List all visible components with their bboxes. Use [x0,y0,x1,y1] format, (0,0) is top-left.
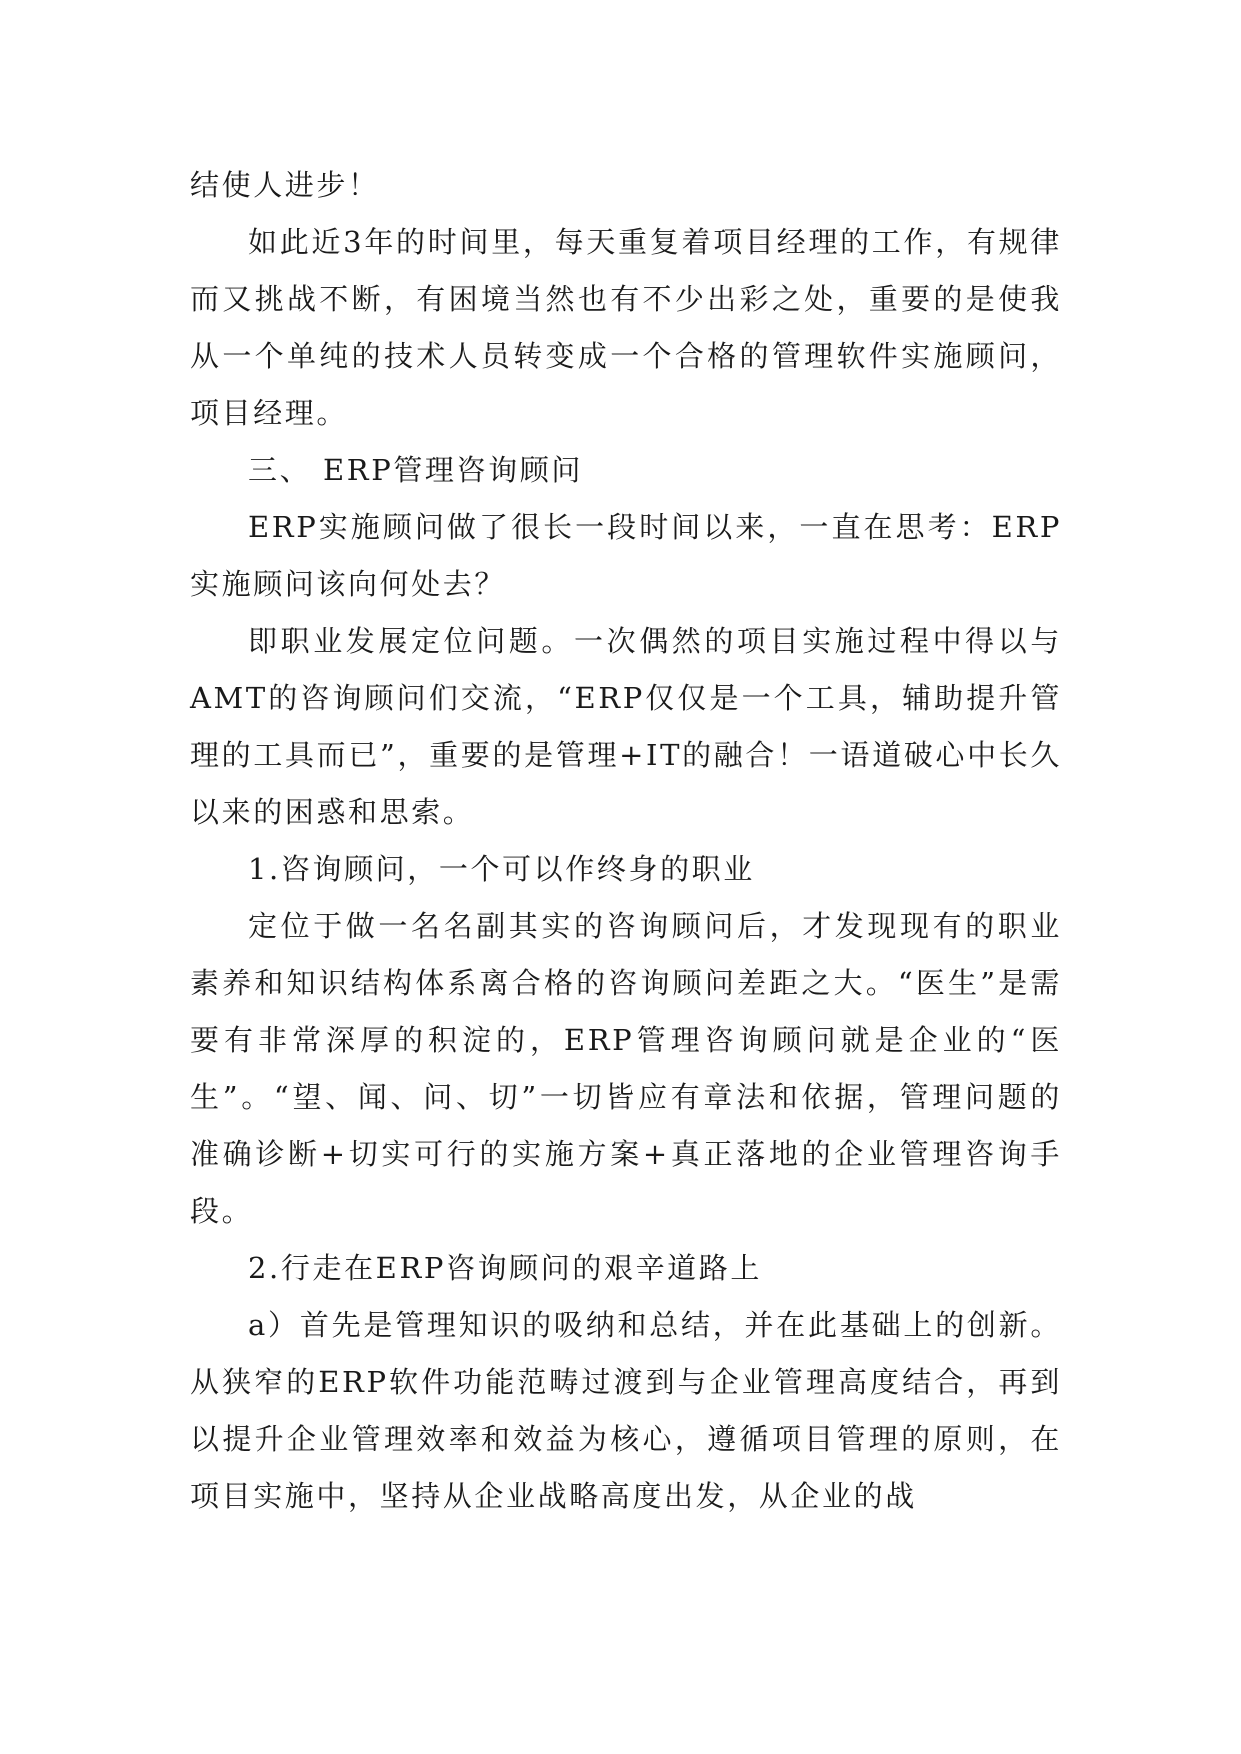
paragraph: a）首先是管理知识的吸纳和总结，并在此基础上的创新。从狭窄的ERP软件功能范畴过渡到与企业管理高度结合，再到以提升企业管理效率和效益为核心，遵循项目管理的原则，在项目实施中，坚持从企业战略高度出发，从企业的战 [190,1308,1062,1513]
paragraph-continuation: 结使人进步！ [190,168,380,202]
paragraph: 即职业发展定位问题。一次偶然的项目实施过程中得以与AMT的咨询顾问们交流，“ERP仅仅是一个工具，辅助提升管理的工具而已”，重要的是管理+IT的融合！一语道破心中长久以来的困惑和思索。 [190,624,1062,829]
section-heading: 三、 ERP管理咨询顾问 [248,453,583,487]
paragraph: 定位于做一名名副其实的咨询顾问后，才发现现有的职业素养和知识结构体系离合格的咨询顾问差距之大。“医生”是需要有非常深厚的积淀的，ERP管理咨询顾问就是企业的“医生”。“望、闻、问、切”一切皆应有章法和依据，管理问题的准确诊断+切实可行的实施方案+真正落地的企业管理咨询手段。 [190,909,1062,1228]
paragraph: ERP实施顾问做了很长一段时间以来，一直在思考：ERP实施顾问该向何处去？ [190,510,1062,601]
document-body [190,157,1062,1525]
paragraph: 如此近3年的时间里，每天重复着项目经理的工作，有规律而又挑战不断，有困境当然也有不少出彩之处，重要的是使我从一个单纯的技术人员转变成一个合格的管理软件实施顾问，项目经理。 [190,225,1062,430]
subsection-heading: 1.咨询顾问，一个可以作终身的职业 [248,852,755,886]
subsection-heading: 2.行走在ERP咨询顾问的艰辛道路上 [248,1251,762,1285]
